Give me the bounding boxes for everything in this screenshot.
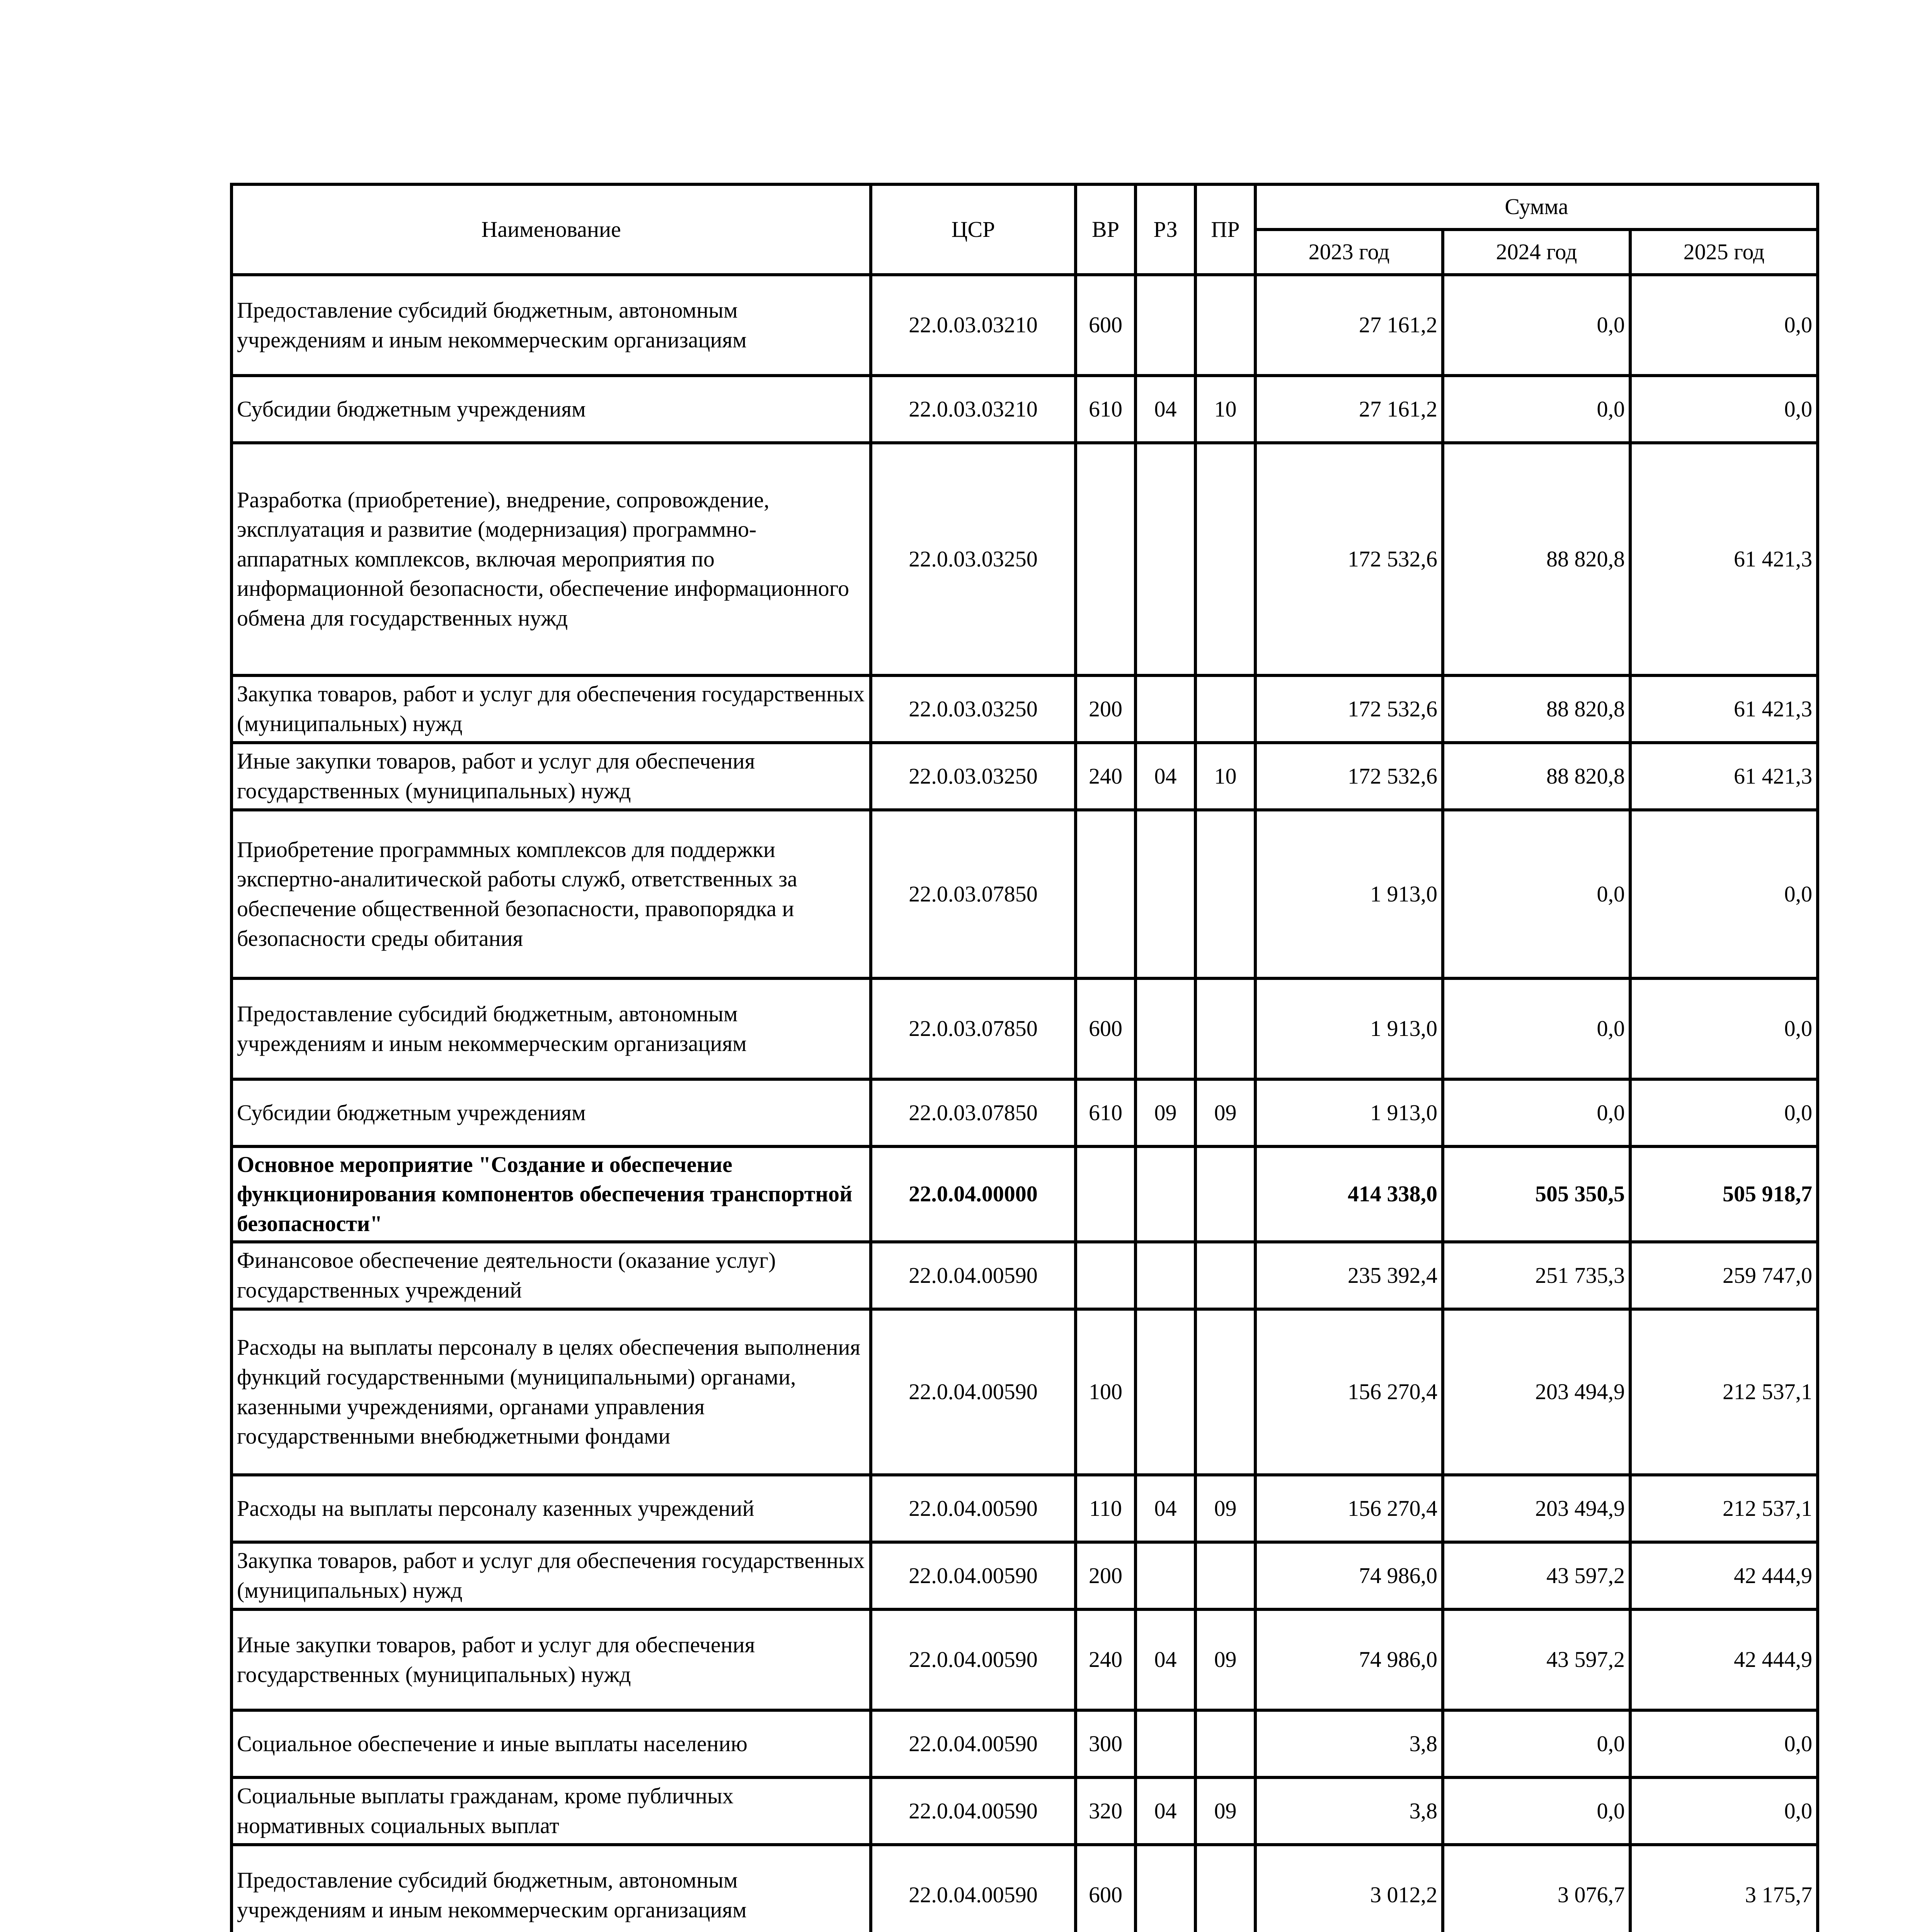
row-rz bbox=[1136, 1146, 1195, 1242]
row-name: Приобретение программных комплексов для поддержки экспертно-аналитической работы служб, ответственных за обеспечение общественной безопасности, правопорядка и безопасности среды обитания bbox=[232, 810, 871, 978]
row-rz: 04 bbox=[1136, 1777, 1195, 1845]
header-vr: ВР bbox=[1076, 184, 1136, 275]
row-name: Социальное обеспечение и иные выплаты населению bbox=[232, 1710, 871, 1777]
row-pr: 10 bbox=[1195, 376, 1255, 443]
row-sum-2025: 0,0 bbox=[1630, 978, 1818, 1079]
row-sum-2023: 3 012,2 bbox=[1255, 1845, 1443, 1932]
row-name: Закупка товаров, работ и услуг для обеспечения государственных (муниципальных) нужд bbox=[232, 675, 871, 743]
row-vr: 200 bbox=[1076, 675, 1136, 743]
row-sum-2025: 259 747,0 bbox=[1630, 1242, 1818, 1309]
row-csr: 22.0.03.03210 bbox=[871, 275, 1076, 376]
header-sum: Сумма bbox=[1255, 184, 1818, 230]
row-sum-2023: 74 986,0 bbox=[1255, 1542, 1443, 1609]
row-name: Субсидии бюджетным учреждениям bbox=[232, 376, 871, 443]
row-pr bbox=[1195, 1309, 1255, 1475]
row-rz bbox=[1136, 1309, 1195, 1475]
row-sum-2024: 88 820,8 bbox=[1443, 675, 1630, 743]
row-sum-2025: 61 421,3 bbox=[1630, 443, 1818, 675]
row-rz bbox=[1136, 1845, 1195, 1932]
header-pr: ПР bbox=[1195, 184, 1255, 275]
row-name: Закупка товаров, работ и услуг для обеспечения государственных (муниципальных) нужд bbox=[232, 1542, 871, 1609]
row-sum-2025: 0,0 bbox=[1630, 275, 1818, 376]
row-sum-2023: 414 338,0 bbox=[1255, 1146, 1443, 1242]
row-sum-2024: 203 494,9 bbox=[1443, 1475, 1630, 1542]
row-vr: 600 bbox=[1076, 275, 1136, 376]
row-sum-2024: 0,0 bbox=[1443, 1079, 1630, 1146]
row-vr: 610 bbox=[1076, 1079, 1136, 1146]
table-header bbox=[232, 184, 1818, 275]
row-pr: 09 bbox=[1195, 1475, 1255, 1542]
table-row bbox=[232, 443, 1818, 675]
row-csr: 22.0.04.00590 bbox=[871, 1845, 1076, 1932]
row-rz bbox=[1136, 1542, 1195, 1609]
row-sum-2025: 42 444,9 bbox=[1630, 1542, 1818, 1609]
row-sum-2025: 0,0 bbox=[1630, 810, 1818, 978]
row-pr bbox=[1195, 1845, 1255, 1932]
table-row bbox=[232, 1710, 1818, 1777]
table-row bbox=[232, 275, 1818, 376]
header-name: Наименование bbox=[232, 184, 871, 275]
row-vr: 240 bbox=[1076, 743, 1136, 810]
table-row bbox=[232, 978, 1818, 1079]
row-name: Субсидии бюджетным учреждениям bbox=[232, 1079, 871, 1146]
row-csr: 22.0.03.07850 bbox=[871, 1079, 1076, 1146]
header-year-2025: 2025 год bbox=[1630, 230, 1818, 275]
row-vr bbox=[1076, 810, 1136, 978]
header-year-2024: 2024 год bbox=[1443, 230, 1630, 275]
row-rz bbox=[1136, 675, 1195, 743]
row-sum-2024: 43 597,2 bbox=[1443, 1609, 1630, 1710]
row-vr: 610 bbox=[1076, 376, 1136, 443]
row-sum-2024: 251 735,3 bbox=[1443, 1242, 1630, 1309]
row-vr bbox=[1076, 1146, 1136, 1242]
row-sum-2024: 0,0 bbox=[1443, 978, 1630, 1079]
table-row bbox=[232, 1475, 1818, 1542]
table-row bbox=[232, 810, 1818, 978]
row-name: Предоставление субсидий бюджетным, автономным учреждениям и иным некоммерческим организациям bbox=[232, 1845, 871, 1932]
row-sum-2023: 3,8 bbox=[1255, 1777, 1443, 1845]
row-csr: 22.0.04.00590 bbox=[871, 1710, 1076, 1777]
row-rz bbox=[1136, 275, 1195, 376]
row-name: Иные закупки товаров, работ и услуг для обеспечения государственных (муниципальных) нужд bbox=[232, 1609, 871, 1710]
row-vr: 200 bbox=[1076, 1542, 1136, 1609]
row-sum-2023: 1 913,0 bbox=[1255, 810, 1443, 978]
row-vr: 600 bbox=[1076, 978, 1136, 1079]
row-sum-2023: 74 986,0 bbox=[1255, 1609, 1443, 1710]
row-sum-2023: 1 913,0 bbox=[1255, 978, 1443, 1079]
table-row bbox=[232, 1079, 1818, 1146]
row-sum-2023: 172 532,6 bbox=[1255, 443, 1443, 675]
row-pr bbox=[1195, 1542, 1255, 1609]
row-sum-2025: 212 537,1 bbox=[1630, 1475, 1818, 1542]
row-sum-2025: 212 537,1 bbox=[1630, 1309, 1818, 1475]
row-sum-2024: 43 597,2 bbox=[1443, 1542, 1630, 1609]
row-rz bbox=[1136, 1710, 1195, 1777]
row-name: Предоставление субсидий бюджетным, автономным учреждениям и иным некоммерческим организациям bbox=[232, 978, 871, 1079]
table-row bbox=[232, 1845, 1818, 1932]
row-sum-2025: 42 444,9 bbox=[1630, 1609, 1818, 1710]
row-csr: 22.0.04.00590 bbox=[871, 1242, 1076, 1309]
row-csr: 22.0.04.00000 bbox=[871, 1146, 1076, 1242]
table-row bbox=[232, 675, 1818, 743]
row-sum-2025: 61 421,3 bbox=[1630, 743, 1818, 810]
row-csr: 22.0.03.03250 bbox=[871, 743, 1076, 810]
row-sum-2023: 27 161,2 bbox=[1255, 275, 1443, 376]
table-row bbox=[232, 1609, 1818, 1710]
row-sum-2024: 0,0 bbox=[1443, 376, 1630, 443]
row-sum-2023: 235 392,4 bbox=[1255, 1242, 1443, 1309]
row-sum-2024: 0,0 bbox=[1443, 810, 1630, 978]
table-row bbox=[232, 1777, 1818, 1845]
row-name: Иные закупки товаров, работ и услуг для обеспечения государственных (муниципальных) нужд bbox=[232, 743, 871, 810]
row-sum-2025: 3 175,7 bbox=[1630, 1845, 1818, 1932]
row-rz bbox=[1136, 1242, 1195, 1309]
row-sum-2024: 203 494,9 bbox=[1443, 1309, 1630, 1475]
row-sum-2023: 1 913,0 bbox=[1255, 1079, 1443, 1146]
header-rz: РЗ bbox=[1136, 184, 1195, 275]
row-name: Социальные выплаты гражданам, кроме публичных нормативных социальных выплат bbox=[232, 1777, 871, 1845]
row-csr: 22.0.03.07850 bbox=[871, 810, 1076, 978]
row-name: Предоставление субсидий бюджетным, автономным учреждениям и иным некоммерческим организациям bbox=[232, 275, 871, 376]
row-sum-2025: 505 918,7 bbox=[1630, 1146, 1818, 1242]
row-vr: 100 bbox=[1076, 1309, 1136, 1475]
row-pr: 09 bbox=[1195, 1609, 1255, 1710]
row-rz bbox=[1136, 978, 1195, 1079]
row-sum-2024: 0,0 bbox=[1443, 275, 1630, 376]
header-year-2023: 2023 год bbox=[1255, 230, 1443, 275]
row-csr: 22.0.04.00590 bbox=[871, 1777, 1076, 1845]
row-name: Расходы на выплаты персоналу казенных учреждений bbox=[232, 1475, 871, 1542]
row-pr bbox=[1195, 1242, 1255, 1309]
row-rz: 04 bbox=[1136, 1609, 1195, 1710]
row-sum-2024: 505 350,5 bbox=[1443, 1146, 1630, 1242]
row-sum-2023: 156 270,4 bbox=[1255, 1475, 1443, 1542]
row-csr: 22.0.03.07850 bbox=[871, 978, 1076, 1079]
row-name: Расходы на выплаты персоналу в целях обеспечения выполнения функций государственными (муниципальными) органами, казенными учреждениями, органами управления государственными внебюджетными фондами bbox=[232, 1309, 871, 1475]
row-sum-2024: 88 820,8 bbox=[1443, 743, 1630, 810]
row-pr bbox=[1195, 675, 1255, 743]
row-pr bbox=[1195, 275, 1255, 376]
row-name: Разработка (приобретение), внедрение, сопровождение, эксплуатация и развитие (модернизация) программно-аппаратных комплексов, включая мероприятия по информационной безопасности, обеспечение информационного обмена для государственных нужд bbox=[232, 443, 871, 675]
row-sum-2023: 3,8 bbox=[1255, 1710, 1443, 1777]
row-rz: 04 bbox=[1136, 1475, 1195, 1542]
table-body bbox=[232, 275, 1818, 1932]
row-sum-2025: 0,0 bbox=[1630, 376, 1818, 443]
row-name: Финансовое обеспечение деятельности (оказание услуг) государственных учреждений bbox=[232, 1242, 871, 1309]
row-rz: 04 bbox=[1136, 376, 1195, 443]
row-rz: 04 bbox=[1136, 743, 1195, 810]
row-sum-2025: 0,0 bbox=[1630, 1710, 1818, 1777]
table-row bbox=[232, 1542, 1818, 1609]
row-csr: 22.0.03.03250 bbox=[871, 443, 1076, 675]
row-sum-2024: 88 820,8 bbox=[1443, 443, 1630, 675]
row-sum-2023: 156 270,4 bbox=[1255, 1309, 1443, 1475]
row-vr bbox=[1076, 443, 1136, 675]
row-csr: 22.0.04.00590 bbox=[871, 1309, 1076, 1475]
row-vr: 300 bbox=[1076, 1710, 1136, 1777]
row-pr bbox=[1195, 810, 1255, 978]
row-pr bbox=[1195, 978, 1255, 1079]
row-sum-2023: 172 532,6 bbox=[1255, 675, 1443, 743]
row-rz bbox=[1136, 443, 1195, 675]
row-pr bbox=[1195, 443, 1255, 675]
row-vr: 110 bbox=[1076, 1475, 1136, 1542]
row-sum-2024: 0,0 bbox=[1443, 1777, 1630, 1845]
row-sum-2024: 0,0 bbox=[1443, 1710, 1630, 1777]
row-vr: 600 bbox=[1076, 1845, 1136, 1932]
table-row bbox=[232, 376, 1818, 443]
row-csr: 22.0.03.03210 bbox=[871, 376, 1076, 443]
row-sum-2025: 61 421,3 bbox=[1630, 675, 1818, 743]
row-pr bbox=[1195, 1710, 1255, 1777]
row-csr: 22.0.04.00590 bbox=[871, 1475, 1076, 1542]
row-csr: 22.0.03.03250 bbox=[871, 675, 1076, 743]
table-row bbox=[232, 1146, 1818, 1242]
table-row bbox=[232, 1242, 1818, 1309]
row-sum-2025: 0,0 bbox=[1630, 1777, 1818, 1845]
row-csr: 22.0.04.00590 bbox=[871, 1609, 1076, 1710]
budget-table bbox=[230, 183, 1819, 1932]
row-pr: 10 bbox=[1195, 743, 1255, 810]
table-row bbox=[232, 743, 1818, 810]
row-csr: 22.0.04.00590 bbox=[871, 1542, 1076, 1609]
row-rz: 09 bbox=[1136, 1079, 1195, 1146]
header-csr: ЦСР bbox=[871, 184, 1076, 275]
row-sum-2025: 0,0 bbox=[1630, 1079, 1818, 1146]
row-pr bbox=[1195, 1146, 1255, 1242]
row-vr: 320 bbox=[1076, 1777, 1136, 1845]
table-row bbox=[232, 1309, 1818, 1475]
row-pr: 09 bbox=[1195, 1777, 1255, 1845]
row-sum-2023: 172 532,6 bbox=[1255, 743, 1443, 810]
row-vr: 240 bbox=[1076, 1609, 1136, 1710]
row-sum-2023: 27 161,2 bbox=[1255, 376, 1443, 443]
row-name: Основное мероприятие "Создание и обеспечение функционирования компонентов обеспечения транспортной безопасности" bbox=[232, 1146, 871, 1242]
row-pr: 09 bbox=[1195, 1079, 1255, 1146]
row-rz bbox=[1136, 810, 1195, 978]
row-vr bbox=[1076, 1242, 1136, 1309]
row-sum-2024: 3 076,7 bbox=[1443, 1845, 1630, 1932]
